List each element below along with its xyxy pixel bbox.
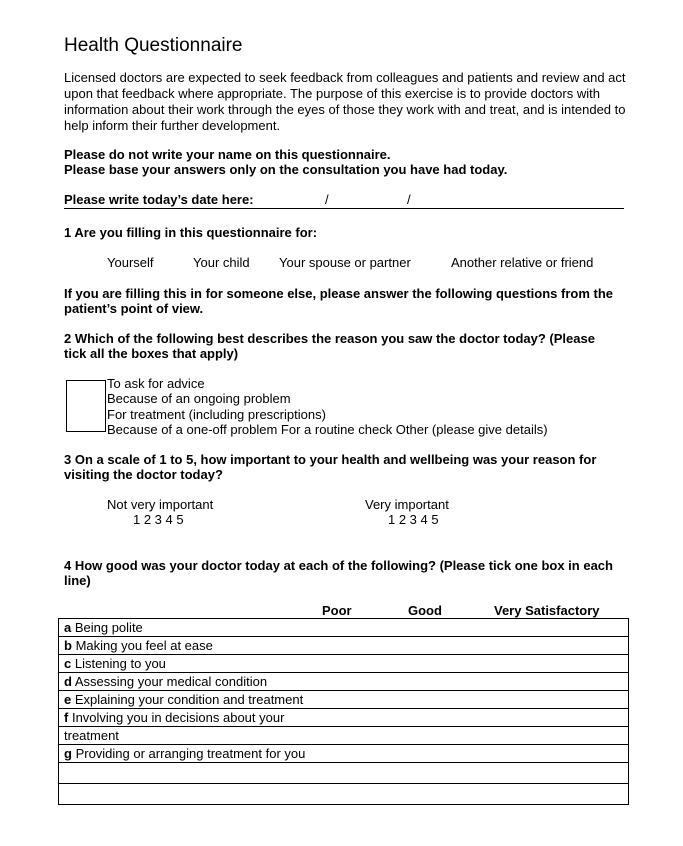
q1-option-child[interactable]: Your child — [193, 255, 250, 270]
table-row[interactable] — [59, 655, 629, 673]
q2-question-line-2: tick all the boxes that apply) — [64, 346, 239, 361]
date-separator: / — [407, 192, 411, 207]
q1-question: 1 Are you filling in this questionnaire for: — [64, 225, 318, 240]
q4-column-poor: Poor — [322, 603, 352, 618]
intro-paragraph: Licensed doctors are expected to seek feedback from colleagues and patients and review and act upon that feedback where appropriate. The purpose of this exercise is to provide doctors with information about their work through the eyes of those they work with and treat, and is intended to help inform their further development. — [64, 70, 626, 133]
q2-option-ongoing[interactable]: Because of an ongoing problem — [107, 391, 291, 406]
row-label: Assessing your medical condition — [71, 674, 268, 689]
table-row[interactable] — [59, 784, 629, 805]
instruction-base-answers: Please base your answers only on the consultation you have had today. — [64, 162, 508, 177]
table-row[interactable] — [59, 691, 629, 709]
q1-option-relative[interactable]: Another relative or friend — [451, 255, 594, 270]
row-letter: g — [64, 746, 72, 761]
row-label: treatment — [64, 728, 119, 743]
q4-rating-table — [58, 618, 629, 805]
table-row[interactable] — [59, 673, 629, 691]
q3-question-line-1: 3 On a scale of 1 to 5, how important to your health and wellbeing was your reason for — [64, 452, 597, 467]
q1-option-yourself[interactable]: Yourself — [107, 255, 154, 270]
q2-question-line-1: 2 Which of the following best describes the reason you saw the doctor today? (Please — [64, 331, 595, 346]
q4-question-line-2: line) — [64, 573, 91, 588]
table-row[interactable] — [59, 619, 629, 637]
q3-high-scale[interactable]: 1 2 3 4 5 — [388, 512, 439, 527]
row-label: Providing or arranging treatment for you — [71, 746, 306, 761]
instruction-no-name: Please do not write your name on this questionnaire. — [64, 147, 391, 162]
q4-column-good: Good — [408, 603, 442, 618]
table-row[interactable] — [59, 763, 629, 784]
date-field[interactable] — [64, 192, 624, 209]
page-title: Health Questionnaire — [64, 35, 243, 56]
row-label: Explaining your condition and treatment — [71, 692, 304, 707]
date-separator: / — [325, 192, 329, 207]
q4-column-very-satisfactory: Very Satisfactory — [494, 603, 600, 618]
q2-option-one-off[interactable]: Because of a one-off problem For a routine check Other (please give details) — [107, 422, 548, 437]
q3-high-label: Very important — [365, 497, 449, 512]
row-letter: e — [64, 692, 72, 707]
q3-question-line-2: visiting the doctor today? — [64, 467, 223, 482]
note-line-2: patient’s point of view. — [64, 301, 204, 316]
date-label: Please write today’s date here: — [64, 192, 254, 207]
q3-low-scale[interactable]: 1 2 3 4 5 — [133, 512, 184, 527]
table-row[interactable] — [59, 727, 629, 745]
table-row[interactable] — [59, 745, 629, 763]
row-label: Being polite — [71, 620, 143, 635]
note-line-1: If you are filling this in for someone else, please answer the following questions from the — [64, 286, 613, 301]
table-row[interactable] — [59, 637, 629, 655]
q2-option-advice[interactable]: To ask for advice — [107, 376, 205, 391]
row-letter: c — [64, 656, 72, 671]
row-letter: b — [64, 638, 72, 653]
q1-option-spouse[interactable]: Your spouse or partner — [279, 255, 411, 270]
row-label: Involving you in decisions about your — [68, 710, 285, 725]
q2-option-treatment[interactable]: For treatment (including prescriptions) — [107, 407, 326, 422]
row-letter: a — [64, 620, 72, 635]
table-row[interactable] — [59, 709, 629, 727]
row-label: Making you feel at ease — [71, 638, 213, 653]
q2-checkbox[interactable] — [66, 380, 106, 432]
q4-question-line-1: 4 How good was your doctor today at each of the following? (Please tick one box in each — [64, 558, 613, 573]
row-letter: d — [64, 674, 72, 689]
row-letter: f — [64, 710, 69, 725]
q3-low-label: Not very important — [107, 497, 214, 512]
row-label: Listening to you — [71, 656, 166, 671]
